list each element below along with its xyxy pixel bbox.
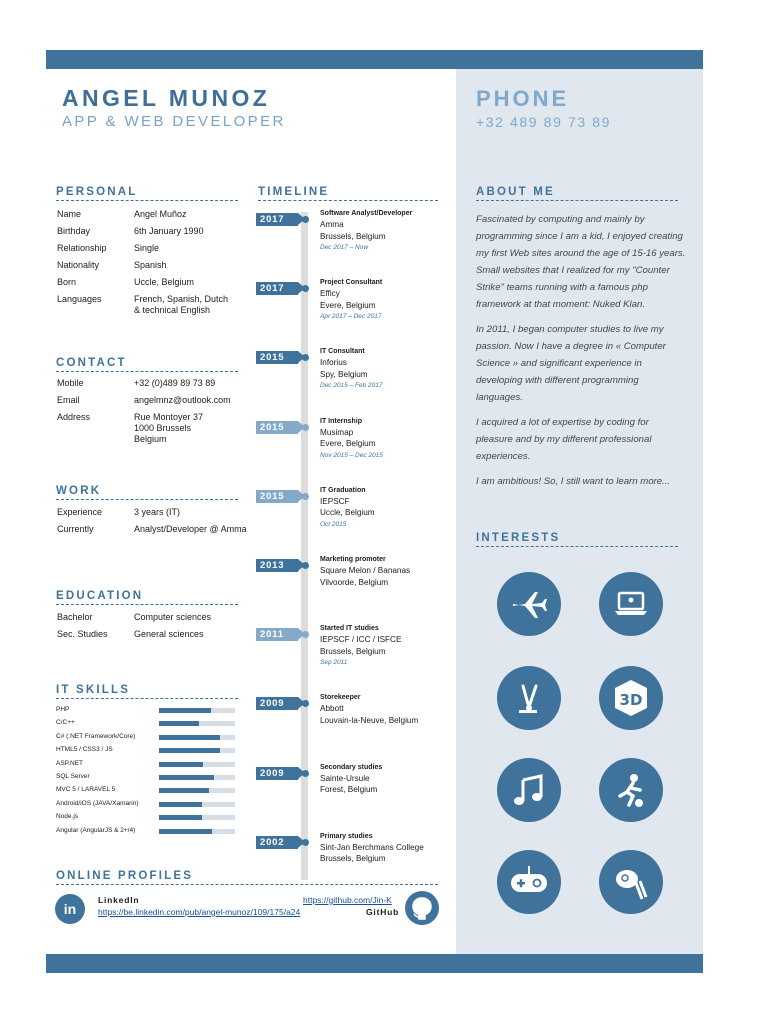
work-list bbox=[57, 507, 257, 541]
skill-level-fill bbox=[159, 829, 212, 834]
skill-level-fill bbox=[159, 708, 211, 713]
3d-icon bbox=[599, 666, 663, 730]
timeline-place: Evere, Belgium bbox=[320, 300, 376, 310]
right-column bbox=[456, 69, 703, 954]
about-paragraph: Fascinated by computing and mainly by programming since I am a kid, I enjoyed creating my first Web sites around the age of 15-16 years. Small websites that I realized for my "Counter Strike" teams running with a famous php framework at that moment: Nuked Klan. bbox=[476, 214, 686, 310]
timeline-title: Started IT studies bbox=[320, 625, 379, 633]
timeline-org: Amma bbox=[320, 220, 344, 229]
linkedin-icon[interactable]: in bbox=[55, 894, 85, 924]
timeline-dates: Dec 2015 – Feb 2017 bbox=[320, 382, 383, 390]
svg-text:3D: 3D bbox=[619, 691, 643, 709]
skill-name: Node.js bbox=[56, 813, 79, 821]
timeline-place: Brussels, Belgium bbox=[320, 646, 386, 656]
timeline-year: 2015 bbox=[256, 421, 298, 434]
skill-level-fill bbox=[159, 721, 199, 726]
bottom-banner bbox=[46, 954, 703, 973]
skill-name: ASP.NET bbox=[56, 759, 83, 767]
person-name: ANGEL MUNOZ bbox=[62, 85, 271, 111]
timeline-org: Musimap bbox=[320, 427, 354, 437]
github-link[interactable]: https://github.com/Jin-K bbox=[303, 895, 392, 905]
skill-name: HTML5 / CSS3 / JS bbox=[56, 746, 113, 754]
timeline-place: Louvain-la-Neuve, Belgium bbox=[320, 715, 419, 725]
timeline-dot bbox=[302, 631, 309, 638]
timeline-title: Secondary studies bbox=[320, 763, 383, 771]
contact-address: Rue Montoyer 37 1000 Brussels Belgium bbox=[134, 412, 204, 444]
timeline-place: Uccle, Belgium bbox=[320, 508, 375, 518]
section-it-skills: IT SKILLS bbox=[56, 684, 238, 699]
timeline-org: Abbott bbox=[320, 704, 344, 714]
personal-value: Single bbox=[134, 243, 160, 253]
football-icon bbox=[599, 758, 663, 822]
timeline-dot bbox=[302, 424, 309, 431]
personal-label: Born bbox=[57, 277, 77, 287]
timeline-entry bbox=[320, 209, 412, 253]
timeline-dates: Oct 2015 bbox=[320, 520, 347, 528]
skill-name: MVC 5 / LARAVEL 5 bbox=[56, 786, 116, 794]
timeline-dot bbox=[302, 354, 309, 361]
education-label: Bachelor bbox=[57, 612, 93, 622]
timeline-org: Square Melon / Bananas bbox=[320, 566, 411, 575]
skill-name: SQL Server bbox=[56, 773, 90, 780]
contact-email[interactable]: angelmnz@outlook.com bbox=[134, 395, 231, 405]
contact-label: Address bbox=[57, 412, 91, 422]
about-paragraph: I am ambitious! So, I still want to learn more... bbox=[476, 476, 671, 487]
section-interests: INTERESTS bbox=[476, 532, 678, 547]
work-label: Currently bbox=[57, 524, 94, 534]
contact-label: Mobile bbox=[57, 378, 84, 388]
linkedin-link[interactable]: https://be.linkedin.com/pub/angel-munoz/109/175/a24 bbox=[98, 907, 301, 917]
work-label: Experience bbox=[57, 507, 103, 517]
github-label: GitHub bbox=[366, 907, 400, 917]
section-online-profiles: ONLINE PROFILES bbox=[56, 870, 438, 885]
skill-level-fill bbox=[159, 802, 202, 807]
timeline-place: Brussels, Belgium bbox=[320, 854, 386, 864]
phone-heading: PHONE bbox=[476, 86, 570, 111]
timeline-dot bbox=[302, 493, 309, 500]
section-work: WORK bbox=[56, 485, 238, 500]
timeline-entry bbox=[320, 486, 375, 530]
personal-label: Birthday bbox=[57, 226, 91, 236]
skill-name: C# (.NET Framework/Core) bbox=[56, 732, 136, 740]
personal-value: Uccle, Belgium bbox=[134, 277, 195, 287]
work-value: 3 years (IT) bbox=[134, 507, 181, 517]
contact-mobile[interactable]: +32 (0)489 89 73 89 bbox=[134, 378, 216, 388]
timeline-axis bbox=[301, 212, 308, 880]
timeline-org: IEPSCF / ICC / ISFCE bbox=[320, 635, 402, 645]
personal-value: Spanish bbox=[134, 260, 167, 270]
timeline-dot bbox=[302, 562, 309, 569]
skill-level-bar bbox=[159, 775, 235, 780]
phone-number[interactable]: +32 489 89 73 89 bbox=[476, 114, 611, 130]
personal-label: Name bbox=[57, 209, 82, 219]
skill-level-bar bbox=[159, 762, 235, 767]
personal-label: Languages bbox=[57, 294, 102, 304]
timeline-entry bbox=[320, 832, 424, 865]
skill-level-bar bbox=[159, 721, 235, 726]
timeline-year: 2015 bbox=[256, 351, 298, 364]
timeline-year: 2011 bbox=[256, 628, 298, 641]
timeline-org: Sint-Jan Berchmans College bbox=[320, 842, 424, 852]
timeline-year: 2017 bbox=[256, 282, 298, 295]
skill-name: Angular (AngularJS & 2+/4) bbox=[56, 826, 136, 834]
timeline-entry bbox=[320, 347, 383, 391]
personal-value: Angel Muñoz bbox=[134, 209, 187, 219]
skill-name: C/C++ bbox=[56, 719, 75, 727]
timeline-entry bbox=[320, 763, 382, 796]
timeline-org: IEPSCF bbox=[320, 496, 350, 506]
skill-level-fill bbox=[159, 748, 220, 753]
timeline-dates: Apr 2017 – Dec 2017 bbox=[320, 313, 382, 321]
gymnastics-icon bbox=[497, 666, 561, 730]
personal-list bbox=[57, 209, 257, 319]
timeline-year: 2009 bbox=[256, 697, 298, 710]
skill-level-bar bbox=[159, 788, 235, 793]
timeline-org: Efficy bbox=[320, 289, 340, 299]
timeline-title: IT Internship bbox=[320, 417, 362, 425]
timeline-year: 2015 bbox=[256, 490, 298, 503]
section-contact: CONTACT bbox=[56, 357, 238, 372]
contact-label: Email bbox=[57, 395, 80, 405]
timeline-dates: Sep 2011 bbox=[320, 659, 348, 667]
timeline-place: Brussels, Belgium bbox=[320, 231, 386, 241]
timeline-entry bbox=[320, 555, 410, 588]
timeline-entry bbox=[320, 693, 418, 726]
linkedin-label: LinkedIn bbox=[98, 895, 140, 905]
timeline-dates: Nov 2015 – Dec 2015 bbox=[320, 451, 383, 459]
section-timeline: TIMELINE bbox=[258, 186, 438, 201]
timeline-title: IT Graduation bbox=[320, 486, 366, 494]
laptop-icon bbox=[599, 572, 663, 636]
airplane-icon bbox=[497, 572, 561, 636]
section-about: ABOUT ME bbox=[476, 186, 678, 201]
timeline-place: Evere, Belgium bbox=[320, 439, 376, 449]
timeline-title: Primary studies bbox=[320, 832, 373, 840]
timeline-place: Spy, Belgium bbox=[320, 369, 368, 379]
timeline-dot bbox=[302, 700, 309, 707]
timeline-year: 2017 bbox=[256, 213, 298, 226]
skill-level-fill bbox=[159, 735, 220, 740]
education-label: Sec. Studies bbox=[57, 629, 108, 639]
skill-name: Android/iOS (JAVA/Xamarin) bbox=[56, 799, 139, 807]
timeline-entry bbox=[320, 624, 401, 668]
skill-level-bar bbox=[159, 748, 235, 753]
timeline-title: IT Consultant bbox=[320, 348, 365, 356]
skill-level-bar bbox=[159, 829, 235, 834]
timeline-dot bbox=[302, 770, 309, 777]
skill-level-bar bbox=[159, 735, 235, 740]
skill-level-fill bbox=[159, 788, 209, 793]
timeline-org: Inforius bbox=[320, 358, 347, 368]
about-paragraph: I acquired a lot of expertise by coding for pleasure and by my different professional experiences. bbox=[476, 417, 652, 462]
about-text bbox=[476, 211, 686, 498]
timeline-title: Storekeeper bbox=[320, 694, 361, 702]
skill-name: PHP bbox=[56, 706, 70, 713]
timeline-title: Project Consultant bbox=[320, 279, 383, 287]
timeline-org: Sainte-Ursule bbox=[320, 773, 370, 783]
skill-level-fill bbox=[159, 762, 203, 767]
contact-list bbox=[57, 378, 257, 448]
timeline-place: Forest, Belgium bbox=[320, 785, 378, 795]
section-education: EDUCATION bbox=[56, 590, 238, 605]
music-icon bbox=[497, 758, 561, 822]
timeline-entry bbox=[320, 417, 383, 461]
timeline-dot bbox=[302, 216, 309, 223]
travel-icon bbox=[599, 850, 663, 914]
timeline-dates: Dec 2017 – Now bbox=[320, 244, 369, 251]
personal-label: Nationality bbox=[57, 260, 100, 270]
timeline-year: 2013 bbox=[256, 559, 298, 572]
timeline-dot bbox=[302, 285, 309, 292]
github-icon[interactable] bbox=[405, 891, 439, 925]
top-banner bbox=[46, 50, 703, 69]
work-value: Analyst/Developer @ Amma bbox=[134, 524, 247, 534]
education-list bbox=[57, 612, 257, 646]
personal-label: Relationship bbox=[57, 243, 107, 253]
education-value: Computer sciences bbox=[134, 612, 212, 622]
timeline-year: 2002 bbox=[256, 836, 298, 849]
personal-value: French, Spanish, Dutch & technical English bbox=[134, 294, 229, 315]
timeline-title: Marketing promoter bbox=[320, 556, 386, 563]
section-personal: PERSONAL bbox=[56, 186, 238, 201]
personal-value: 6th January 1990 bbox=[134, 226, 204, 236]
timeline-dot bbox=[302, 839, 309, 846]
timeline-title: Software Analyst/Developer bbox=[320, 210, 413, 217]
job-title: APP & WEB DEVELOPER bbox=[62, 113, 286, 130]
about-paragraph: In 2011, I began computer studies to live my passion. Now I have a degree in « Computer Science » and significant experience in developing with different programming languages. bbox=[476, 324, 666, 403]
skill-level-fill bbox=[159, 815, 202, 820]
skill-level-bar bbox=[159, 802, 235, 807]
timeline-year: 2009 bbox=[256, 767, 298, 780]
gamepad-icon bbox=[497, 850, 561, 914]
skill-level-bar bbox=[159, 708, 235, 713]
education-value: General sciences bbox=[134, 629, 204, 639]
timeline-place: Vilvoorde, Belgium bbox=[320, 577, 389, 587]
timeline-entry bbox=[320, 278, 382, 322]
skill-level-bar bbox=[159, 815, 235, 820]
skill-level-fill bbox=[159, 775, 214, 780]
